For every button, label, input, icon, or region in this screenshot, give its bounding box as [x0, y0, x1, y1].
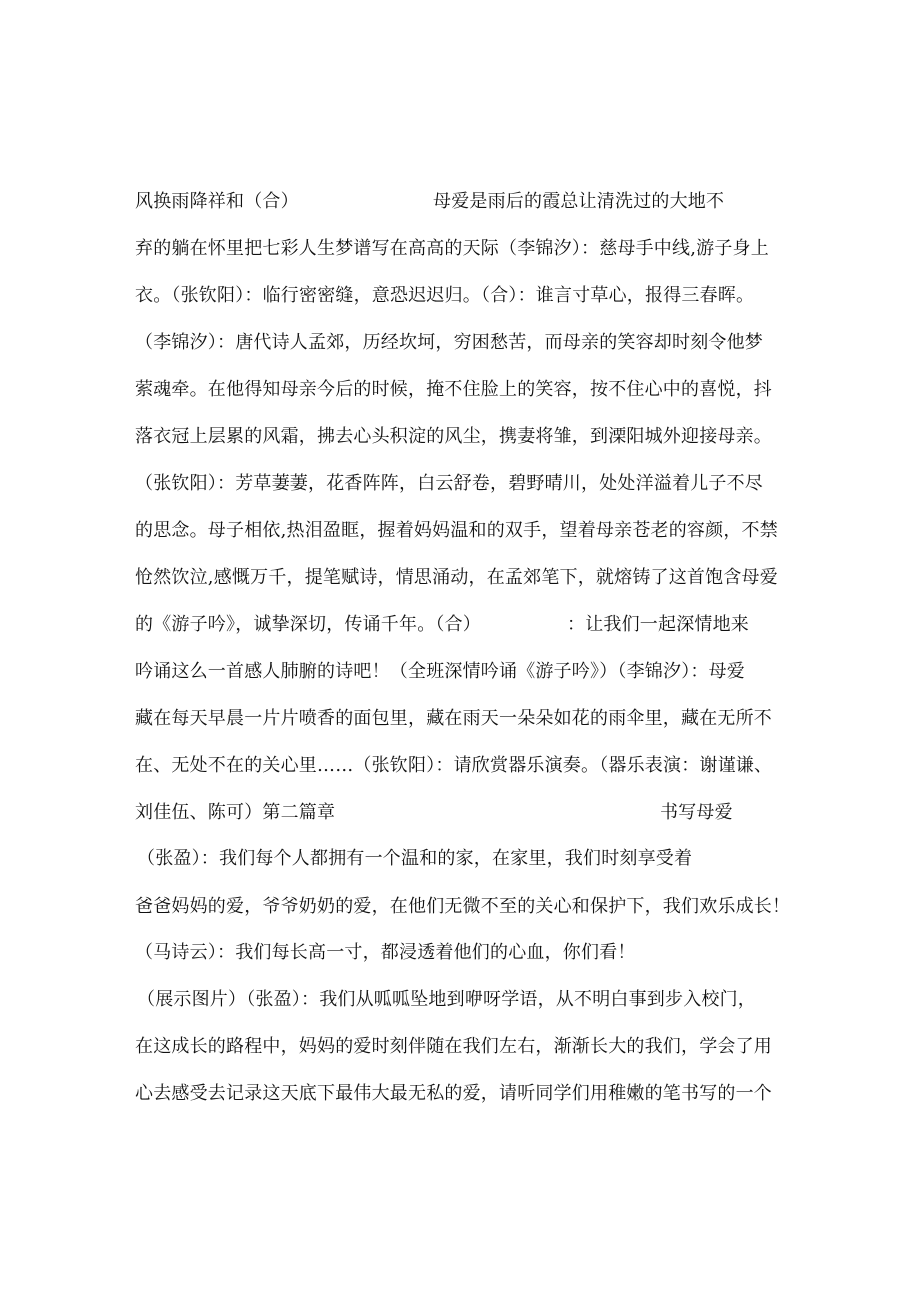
section-heading: 书写母爱	[660, 802, 733, 823]
text-line-part: 风换雨降祥和（合）	[135, 191, 299, 212]
text-line: 藏在每天早晨一片片喷香的面包里，藏在雨天一朵朵如花的雨伞里，藏在无所不	[135, 708, 772, 729]
text-line: 在、无处不在的关心里……（张钦阳）：请欣赏器乐演奏。（器乐表演：谢谨谦、	[135, 755, 773, 776]
text-line: （展示图片）（张盈）：我们从呱呱坠地到咿呀学语，从不明白事到步入校门，	[137, 989, 756, 1010]
text-line: 心去感受去记录这天底下最伟大最无私的爱，请听同学们用稚嫩的笔书写的一个	[135, 1083, 772, 1104]
text-line-part: 的《游子吟》，诚挚深切，传诵千年。（合）	[135, 614, 481, 635]
text-line: （张盈）：我们每个人都拥有一个温和的家，在家里，我们时刻享受着	[137, 848, 693, 869]
text-line: 吟诵这么一首感人肺腑的诗吧！（全班深情吟诵《游子吟》）（李锦汐）：母爱	[135, 661, 745, 682]
text-line: （张钦阳）：芳草萋萋，花香阵阵，白云舒卷，碧野晴川，处处洋溢着儿子不尽	[135, 473, 763, 494]
text-line: 萦魂牵。在他得知母亲今后的时候，掩不住脸上的笑容，按不住心中的喜悦，抖	[135, 379, 772, 400]
text-line: 落衣冠上层累的风霜，拂去心头积淀的风尘，携妻将雏，到溧阳城外迎接母亲。	[135, 426, 772, 447]
text-line-part: 刘佳伍、陈可）第二篇章	[135, 802, 336, 823]
text-line-part: ：让我们一起深情地来	[567, 614, 749, 635]
text-line: 在这成长的路程中，妈妈的爱时刻伴随在我们左右，渐渐长大的我们，学会了用	[135, 1036, 772, 1057]
text-line: （李锦汐）：唐代诗人孟郊，历经坎坷，穷困愁苦，而母亲的笑容却时刻令他梦	[135, 332, 763, 353]
text-line: （马诗云）：我们每长高一寸，都浸透着他们的心血，你们看！	[135, 942, 636, 963]
text-line: 弃的躺在怀里把七彩人生梦谱写在高高的天际（李锦汐）：慈母手中线,游子身上	[135, 238, 769, 259]
text-line-part: 母爱是雨后的霞总让清洗过的大地不	[433, 191, 725, 212]
text-line: 爸爸妈妈的爱，爷爷奶奶的爱，在他们无微不至的关心和保护下，我们欢乐成长！	[135, 896, 791, 917]
text-line: 衣。（张钦阳）：临行密密缝，意恐迟迟归。（合）：谁言寸草心，报得三春晖。	[135, 285, 755, 306]
text-line: 怆然饮泣,感慨万千，提笔赋诗，情思涌动，在孟郊笔下，就熔铸了这首饱含母爱	[135, 567, 778, 588]
text-line: 的思念。母子相依,热泪盈眶，握着妈妈温和的双手，望着母亲苍老的容颜，不禁	[135, 520, 778, 541]
